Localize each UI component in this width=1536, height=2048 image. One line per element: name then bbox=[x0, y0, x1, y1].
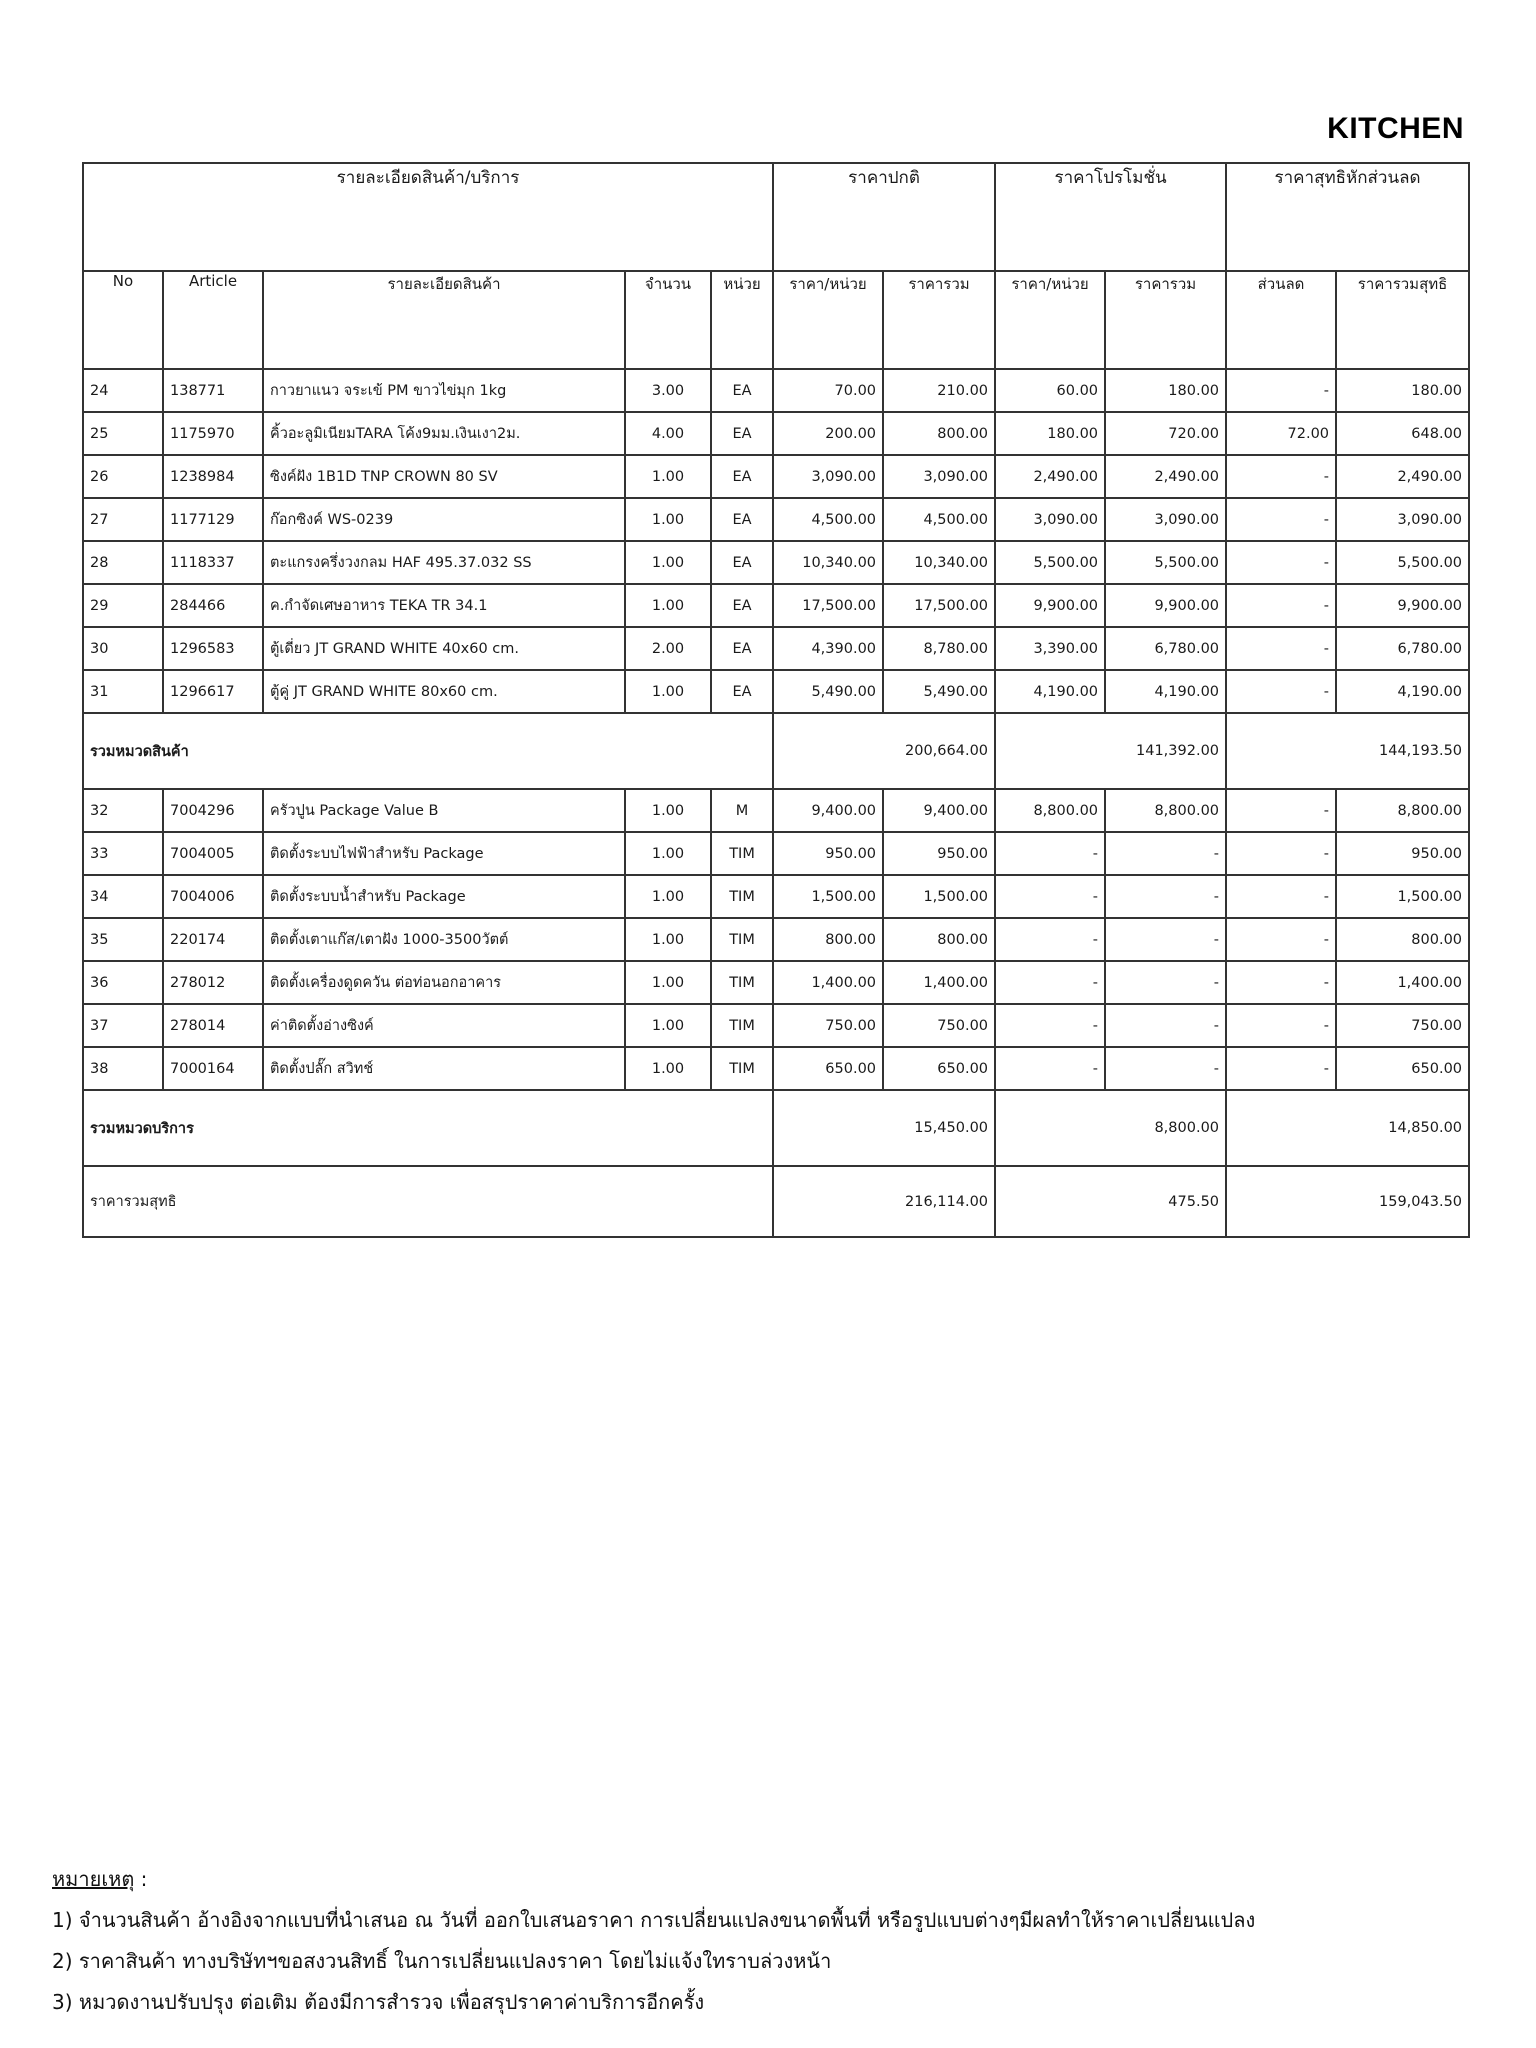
cell-qty: 1.00 bbox=[625, 789, 711, 832]
cell-unit: M bbox=[711, 789, 773, 832]
col-header-no: No bbox=[83, 271, 163, 369]
cell-description: ติดตั้งปลั๊ก สวิทช์ bbox=[263, 1047, 625, 1090]
table-row bbox=[83, 1047, 1469, 1090]
cell-net-total: 950.00 bbox=[1336, 832, 1469, 875]
cell-description: ติดตั้งระบบไฟฟ้าสำหรับ Package bbox=[263, 832, 625, 875]
service-subtotal-label: รวมหมวดบริการ bbox=[83, 1090, 773, 1166]
cell-promo-unit-price: - bbox=[995, 961, 1105, 1004]
note-item-3: 3) หมวดงานปรับปรุง ต่อเติม ต้องมีการสำรวจ เพื่อสรุปราคาค่าบริการอีกครั้ง bbox=[52, 1990, 705, 2014]
cell-no: 31 bbox=[83, 670, 163, 713]
page-title: KITCHEN bbox=[1327, 112, 1464, 145]
cell-no: 25 bbox=[83, 412, 163, 455]
cell-description: ค.กำจัดเศษอาหาร TEKA TR 34.1 bbox=[263, 584, 625, 627]
cell-unit: TIM bbox=[711, 1047, 773, 1090]
cell-discount: - bbox=[1226, 918, 1336, 961]
cell-discount: - bbox=[1226, 961, 1336, 1004]
note-item-2: 2) ราคาสินค้า ทางบริษัทฯขอสงวนสิทธิ์ ในการเปลี่ยนแปลงราคา โดยไม่แจ้งใทราบล่วงหน้า bbox=[52, 1949, 832, 1973]
cell-normal-total: 800.00 bbox=[883, 918, 995, 961]
cell-normal-unit-price: 1,400.00 bbox=[773, 961, 883, 1004]
cell-article: 1118337 bbox=[163, 541, 263, 584]
cell-normal-unit-price: 70.00 bbox=[773, 369, 883, 412]
cell-normal-unit-price: 950.00 bbox=[773, 832, 883, 875]
cell-unit: EA bbox=[711, 627, 773, 670]
cell-promo-total: 5,500.00 bbox=[1105, 541, 1226, 584]
cell-promo-unit-price: 180.00 bbox=[995, 412, 1105, 455]
notes-section bbox=[52, 1859, 1492, 2023]
notes-heading: หมายเหตุ bbox=[52, 1867, 135, 1891]
col-header-discount: ส่วนลด bbox=[1226, 271, 1336, 369]
cell-unit: EA bbox=[711, 584, 773, 627]
cell-promo-unit-price: 5,500.00 bbox=[995, 541, 1105, 584]
cell-promo-total: 3,090.00 bbox=[1105, 498, 1226, 541]
cell-qty: 1.00 bbox=[625, 584, 711, 627]
cell-article: 1238984 bbox=[163, 455, 263, 498]
cell-promo-unit-price: 3,390.00 bbox=[995, 627, 1105, 670]
cell-article: 1296617 bbox=[163, 670, 263, 713]
cell-net-total: 1,400.00 bbox=[1336, 961, 1469, 1004]
header-net-price: ราคาสุทธิหักส่วนลด bbox=[1226, 163, 1469, 271]
table-row bbox=[83, 455, 1469, 498]
cell-description: ตะแกรงครึ่งวงกลม HAF 495.37.032 SS bbox=[263, 541, 625, 584]
cell-description: ก๊อกซิงค์ WS-0239 bbox=[263, 498, 625, 541]
cell-promo-unit-price: 9,900.00 bbox=[995, 584, 1105, 627]
cell-promo-unit-price: 3,090.00 bbox=[995, 498, 1105, 541]
col-header-normal-unit-price: ราคา/หน่วย bbox=[773, 271, 883, 369]
cell-net-total: 648.00 bbox=[1336, 412, 1469, 455]
cell-promo-total: 6,780.00 bbox=[1105, 627, 1226, 670]
col-header-article: Article bbox=[163, 271, 263, 369]
cell-discount: - bbox=[1226, 1004, 1336, 1047]
cell-unit: TIM bbox=[711, 875, 773, 918]
cell-discount: 72.00 bbox=[1226, 412, 1336, 455]
services-section bbox=[83, 789, 1469, 1090]
cell-normal-total: 4,500.00 bbox=[883, 498, 995, 541]
table-row bbox=[83, 541, 1469, 584]
product-subtotal-section bbox=[83, 713, 1469, 789]
cell-net-total: 1,500.00 bbox=[1336, 875, 1469, 918]
col-header-promo-unit-price: ราคา/หน่วย bbox=[995, 271, 1105, 369]
cell-normal-total: 210.00 bbox=[883, 369, 995, 412]
cell-article: 284466 bbox=[163, 584, 263, 627]
cell-qty: 4.00 bbox=[625, 412, 711, 455]
cell-normal-total: 1,400.00 bbox=[883, 961, 995, 1004]
cell-promo-unit-price: - bbox=[995, 1004, 1105, 1047]
product-subtotal-row bbox=[83, 713, 1469, 789]
table-row bbox=[83, 1004, 1469, 1047]
cell-discount: - bbox=[1226, 369, 1336, 412]
cell-qty: 1.00 bbox=[625, 1004, 711, 1047]
cell-unit: EA bbox=[711, 541, 773, 584]
grand-total-row bbox=[83, 1166, 1469, 1237]
grand-total-promo: 475.50 bbox=[995, 1166, 1226, 1237]
totals-section bbox=[83, 1090, 1469, 1237]
cell-normal-total: 1,500.00 bbox=[883, 875, 995, 918]
product-subtotal-promo: 141,392.00 bbox=[995, 713, 1226, 789]
cell-article: 7004006 bbox=[163, 875, 263, 918]
grand-total-net: 159,043.50 bbox=[1226, 1166, 1469, 1237]
cell-normal-total: 9,400.00 bbox=[883, 789, 995, 832]
notes-heading-colon: : bbox=[134, 1867, 148, 1891]
cell-net-total: 180.00 bbox=[1336, 369, 1469, 412]
cell-description: ค่าติดตั้งอ่างซิงค์ bbox=[263, 1004, 625, 1047]
cell-unit: EA bbox=[711, 455, 773, 498]
service-subtotal-row bbox=[83, 1090, 1469, 1166]
product-subtotal-net: 144,193.50 bbox=[1226, 713, 1469, 789]
cell-net-total: 2,490.00 bbox=[1336, 455, 1469, 498]
cell-promo-unit-price: 2,490.00 bbox=[995, 455, 1105, 498]
cell-promo-unit-price: - bbox=[995, 832, 1105, 875]
cell-unit: EA bbox=[711, 369, 773, 412]
cell-article: 278014 bbox=[163, 1004, 263, 1047]
cell-description: ตู้เดี่ยว JT GRAND WHITE 40x60 cm. bbox=[263, 627, 625, 670]
table-row bbox=[83, 670, 1469, 713]
table-row bbox=[83, 584, 1469, 627]
cell-discount: - bbox=[1226, 455, 1336, 498]
cell-normal-unit-price: 1,500.00 bbox=[773, 875, 883, 918]
quotation-table bbox=[82, 162, 1470, 1238]
cell-no: 30 bbox=[83, 627, 163, 670]
cell-article: 1177129 bbox=[163, 498, 263, 541]
table-row bbox=[83, 961, 1469, 1004]
header-description-group: รายละเอียดสินค้า/บริการ bbox=[83, 163, 773, 271]
cell-article: 1296583 bbox=[163, 627, 263, 670]
cell-discount: - bbox=[1226, 584, 1336, 627]
cell-qty: 1.00 bbox=[625, 832, 711, 875]
table-row bbox=[83, 918, 1469, 961]
cell-unit: TIM bbox=[711, 918, 773, 961]
cell-no: 35 bbox=[83, 918, 163, 961]
col-header-unit: หน่วย bbox=[711, 271, 773, 369]
cell-net-total: 3,090.00 bbox=[1336, 498, 1469, 541]
header-row-columns bbox=[83, 271, 1469, 369]
col-header-promo-total: ราคารวม bbox=[1105, 271, 1226, 369]
cell-normal-total: 10,340.00 bbox=[883, 541, 995, 584]
cell-qty: 1.00 bbox=[625, 961, 711, 1004]
cell-description: ติดตั้งเครื่องดูดควัน ต่อท่อนอกอาคาร bbox=[263, 961, 625, 1004]
cell-normal-unit-price: 800.00 bbox=[773, 918, 883, 961]
service-subtotal-promo: 8,800.00 bbox=[995, 1090, 1226, 1166]
cell-discount: - bbox=[1226, 541, 1336, 584]
cell-promo-unit-price: - bbox=[995, 875, 1105, 918]
cell-no: 33 bbox=[83, 832, 163, 875]
products-section bbox=[83, 369, 1469, 713]
cell-net-total: 9,900.00 bbox=[1336, 584, 1469, 627]
cell-no: 29 bbox=[83, 584, 163, 627]
grand-total-normal: 216,114.00 bbox=[773, 1166, 995, 1237]
cell-normal-total: 5,490.00 bbox=[883, 670, 995, 713]
cell-promo-unit-price: 4,190.00 bbox=[995, 670, 1105, 713]
table-row bbox=[83, 412, 1469, 455]
cell-qty: 1.00 bbox=[625, 541, 711, 584]
cell-promo-total: - bbox=[1105, 1004, 1226, 1047]
cell-normal-total: 950.00 bbox=[883, 832, 995, 875]
cell-article: 7000164 bbox=[163, 1047, 263, 1090]
cell-discount: - bbox=[1226, 1047, 1336, 1090]
cell-net-total: 650.00 bbox=[1336, 1047, 1469, 1090]
cell-promo-unit-price: - bbox=[995, 1047, 1105, 1090]
cell-description: ซิงค์ฝัง 1B1D TNP CROWN 80 SV bbox=[263, 455, 625, 498]
cell-discount: - bbox=[1226, 789, 1336, 832]
cell-qty: 1.00 bbox=[625, 918, 711, 961]
cell-net-total: 800.00 bbox=[1336, 918, 1469, 961]
product-subtotal-normal: 200,664.00 bbox=[773, 713, 995, 789]
grand-total-label: ราคารวมสุทธิ bbox=[83, 1166, 773, 1237]
cell-discount: - bbox=[1226, 498, 1336, 541]
cell-article: 7004296 bbox=[163, 789, 263, 832]
cell-no: 36 bbox=[83, 961, 163, 1004]
cell-normal-unit-price: 4,390.00 bbox=[773, 627, 883, 670]
table-row bbox=[83, 832, 1469, 875]
cell-net-total: 8,800.00 bbox=[1336, 789, 1469, 832]
cell-normal-unit-price: 4,500.00 bbox=[773, 498, 883, 541]
cell-net-total: 5,500.00 bbox=[1336, 541, 1469, 584]
cell-discount: - bbox=[1226, 832, 1336, 875]
note-item-1: 1) จำนวนสินค้า อ้างอิงจากแบบที่นำเสนอ ณ วันที่ ออกใบเสนอราคา การเปลี่ยนแปลงขนาดพื้นที่ หรือรูปแบบต่างๆมีผลทำให้ราคาเปลี่ยนแปลง bbox=[52, 1908, 1256, 1932]
table-row bbox=[83, 627, 1469, 670]
cell-normal-unit-price: 5,490.00 bbox=[773, 670, 883, 713]
col-header-product-detail: รายละเอียดสินค้า bbox=[263, 271, 625, 369]
cell-discount: - bbox=[1226, 627, 1336, 670]
cell-qty: 1.00 bbox=[625, 498, 711, 541]
cell-description: ตู้คู่ JT GRAND WHITE 80x60 cm. bbox=[263, 670, 625, 713]
cell-article: 7004005 bbox=[163, 832, 263, 875]
col-header-normal-total: ราคารวม bbox=[883, 271, 995, 369]
cell-qty: 3.00 bbox=[625, 369, 711, 412]
cell-unit: TIM bbox=[711, 961, 773, 1004]
cell-no: 38 bbox=[83, 1047, 163, 1090]
col-header-net-total: ราคารวมสุทธิ bbox=[1336, 271, 1469, 369]
table-row bbox=[83, 789, 1469, 832]
cell-description: ติดตั้งระบบน้ำสำหรับ Package bbox=[263, 875, 625, 918]
table-row bbox=[83, 369, 1469, 412]
cell-qty: 2.00 bbox=[625, 627, 711, 670]
cell-normal-unit-price: 200.00 bbox=[773, 412, 883, 455]
cell-no: 32 bbox=[83, 789, 163, 832]
cell-normal-total: 750.00 bbox=[883, 1004, 995, 1047]
header-row-groups bbox=[83, 163, 1469, 271]
cell-qty: 1.00 bbox=[625, 1047, 711, 1090]
cell-article: 278012 bbox=[163, 961, 263, 1004]
table-row bbox=[83, 498, 1469, 541]
cell-description: กาวยาแนว จระเข้ PM ขาวไข่มุก 1kg bbox=[263, 369, 625, 412]
cell-no: 24 bbox=[83, 369, 163, 412]
cell-promo-total: 4,190.00 bbox=[1105, 670, 1226, 713]
cell-description: ติดตั้งเตาแก๊ส/เตาฝัง 1000-3500วัตต์ bbox=[263, 918, 625, 961]
cell-normal-unit-price: 9,400.00 bbox=[773, 789, 883, 832]
service-subtotal-normal: 15,450.00 bbox=[773, 1090, 995, 1166]
cell-normal-total: 650.00 bbox=[883, 1047, 995, 1090]
cell-promo-total: 8,800.00 bbox=[1105, 789, 1226, 832]
cell-promo-unit-price: - bbox=[995, 918, 1105, 961]
cell-unit: EA bbox=[711, 498, 773, 541]
cell-promo-unit-price: 8,800.00 bbox=[995, 789, 1105, 832]
cell-promo-total: - bbox=[1105, 1047, 1226, 1090]
cell-description: ครัวปูน Package Value B bbox=[263, 789, 625, 832]
cell-promo-total: 720.00 bbox=[1105, 412, 1226, 455]
cell-promo-total: 2,490.00 bbox=[1105, 455, 1226, 498]
cell-normal-unit-price: 3,090.00 bbox=[773, 455, 883, 498]
cell-no: 28 bbox=[83, 541, 163, 584]
cell-article: 220174 bbox=[163, 918, 263, 961]
cell-no: 34 bbox=[83, 875, 163, 918]
cell-article: 1175970 bbox=[163, 412, 263, 455]
cell-article: 138771 bbox=[163, 369, 263, 412]
cell-normal-total: 800.00 bbox=[883, 412, 995, 455]
cell-unit: TIM bbox=[711, 832, 773, 875]
cell-no: 27 bbox=[83, 498, 163, 541]
cell-normal-total: 8,780.00 bbox=[883, 627, 995, 670]
cell-normal-unit-price: 750.00 bbox=[773, 1004, 883, 1047]
cell-promo-total: 9,900.00 bbox=[1105, 584, 1226, 627]
product-subtotal-label: รวมหมวดสินค้า bbox=[83, 713, 773, 789]
cell-promo-unit-price: 60.00 bbox=[995, 369, 1105, 412]
cell-normal-unit-price: 10,340.00 bbox=[773, 541, 883, 584]
cell-promo-total: - bbox=[1105, 961, 1226, 1004]
cell-promo-total: 180.00 bbox=[1105, 369, 1226, 412]
header-promo-price: ราคาโปรโมชั่น bbox=[995, 163, 1226, 271]
cell-unit: EA bbox=[711, 412, 773, 455]
cell-normal-total: 3,090.00 bbox=[883, 455, 995, 498]
notes-heading-line bbox=[52, 1859, 1492, 1900]
cell-description: คิ้วอะลูมิเนียมTARA โค้ง9มม.เงินเงา2ม. bbox=[263, 412, 625, 455]
cell-discount: - bbox=[1226, 875, 1336, 918]
service-subtotal-net: 14,850.00 bbox=[1226, 1090, 1469, 1166]
col-header-qty: จำนวน bbox=[625, 271, 711, 369]
cell-net-total: 750.00 bbox=[1336, 1004, 1469, 1047]
cell-unit: TIM bbox=[711, 1004, 773, 1047]
cell-promo-total: - bbox=[1105, 875, 1226, 918]
cell-normal-total: 17,500.00 bbox=[883, 584, 995, 627]
cell-no: 37 bbox=[83, 1004, 163, 1047]
cell-promo-total: - bbox=[1105, 832, 1226, 875]
cell-no: 26 bbox=[83, 455, 163, 498]
cell-qty: 1.00 bbox=[625, 670, 711, 713]
cell-net-total: 6,780.00 bbox=[1336, 627, 1469, 670]
cell-normal-unit-price: 650.00 bbox=[773, 1047, 883, 1090]
cell-net-total: 4,190.00 bbox=[1336, 670, 1469, 713]
table-row bbox=[83, 875, 1469, 918]
cell-unit: EA bbox=[711, 670, 773, 713]
header-normal-price: ราคาปกติ bbox=[773, 163, 995, 271]
cell-qty: 1.00 bbox=[625, 875, 711, 918]
cell-promo-total: - bbox=[1105, 918, 1226, 961]
cell-qty: 1.00 bbox=[625, 455, 711, 498]
cell-discount: - bbox=[1226, 670, 1336, 713]
cell-normal-unit-price: 17,500.00 bbox=[773, 584, 883, 627]
